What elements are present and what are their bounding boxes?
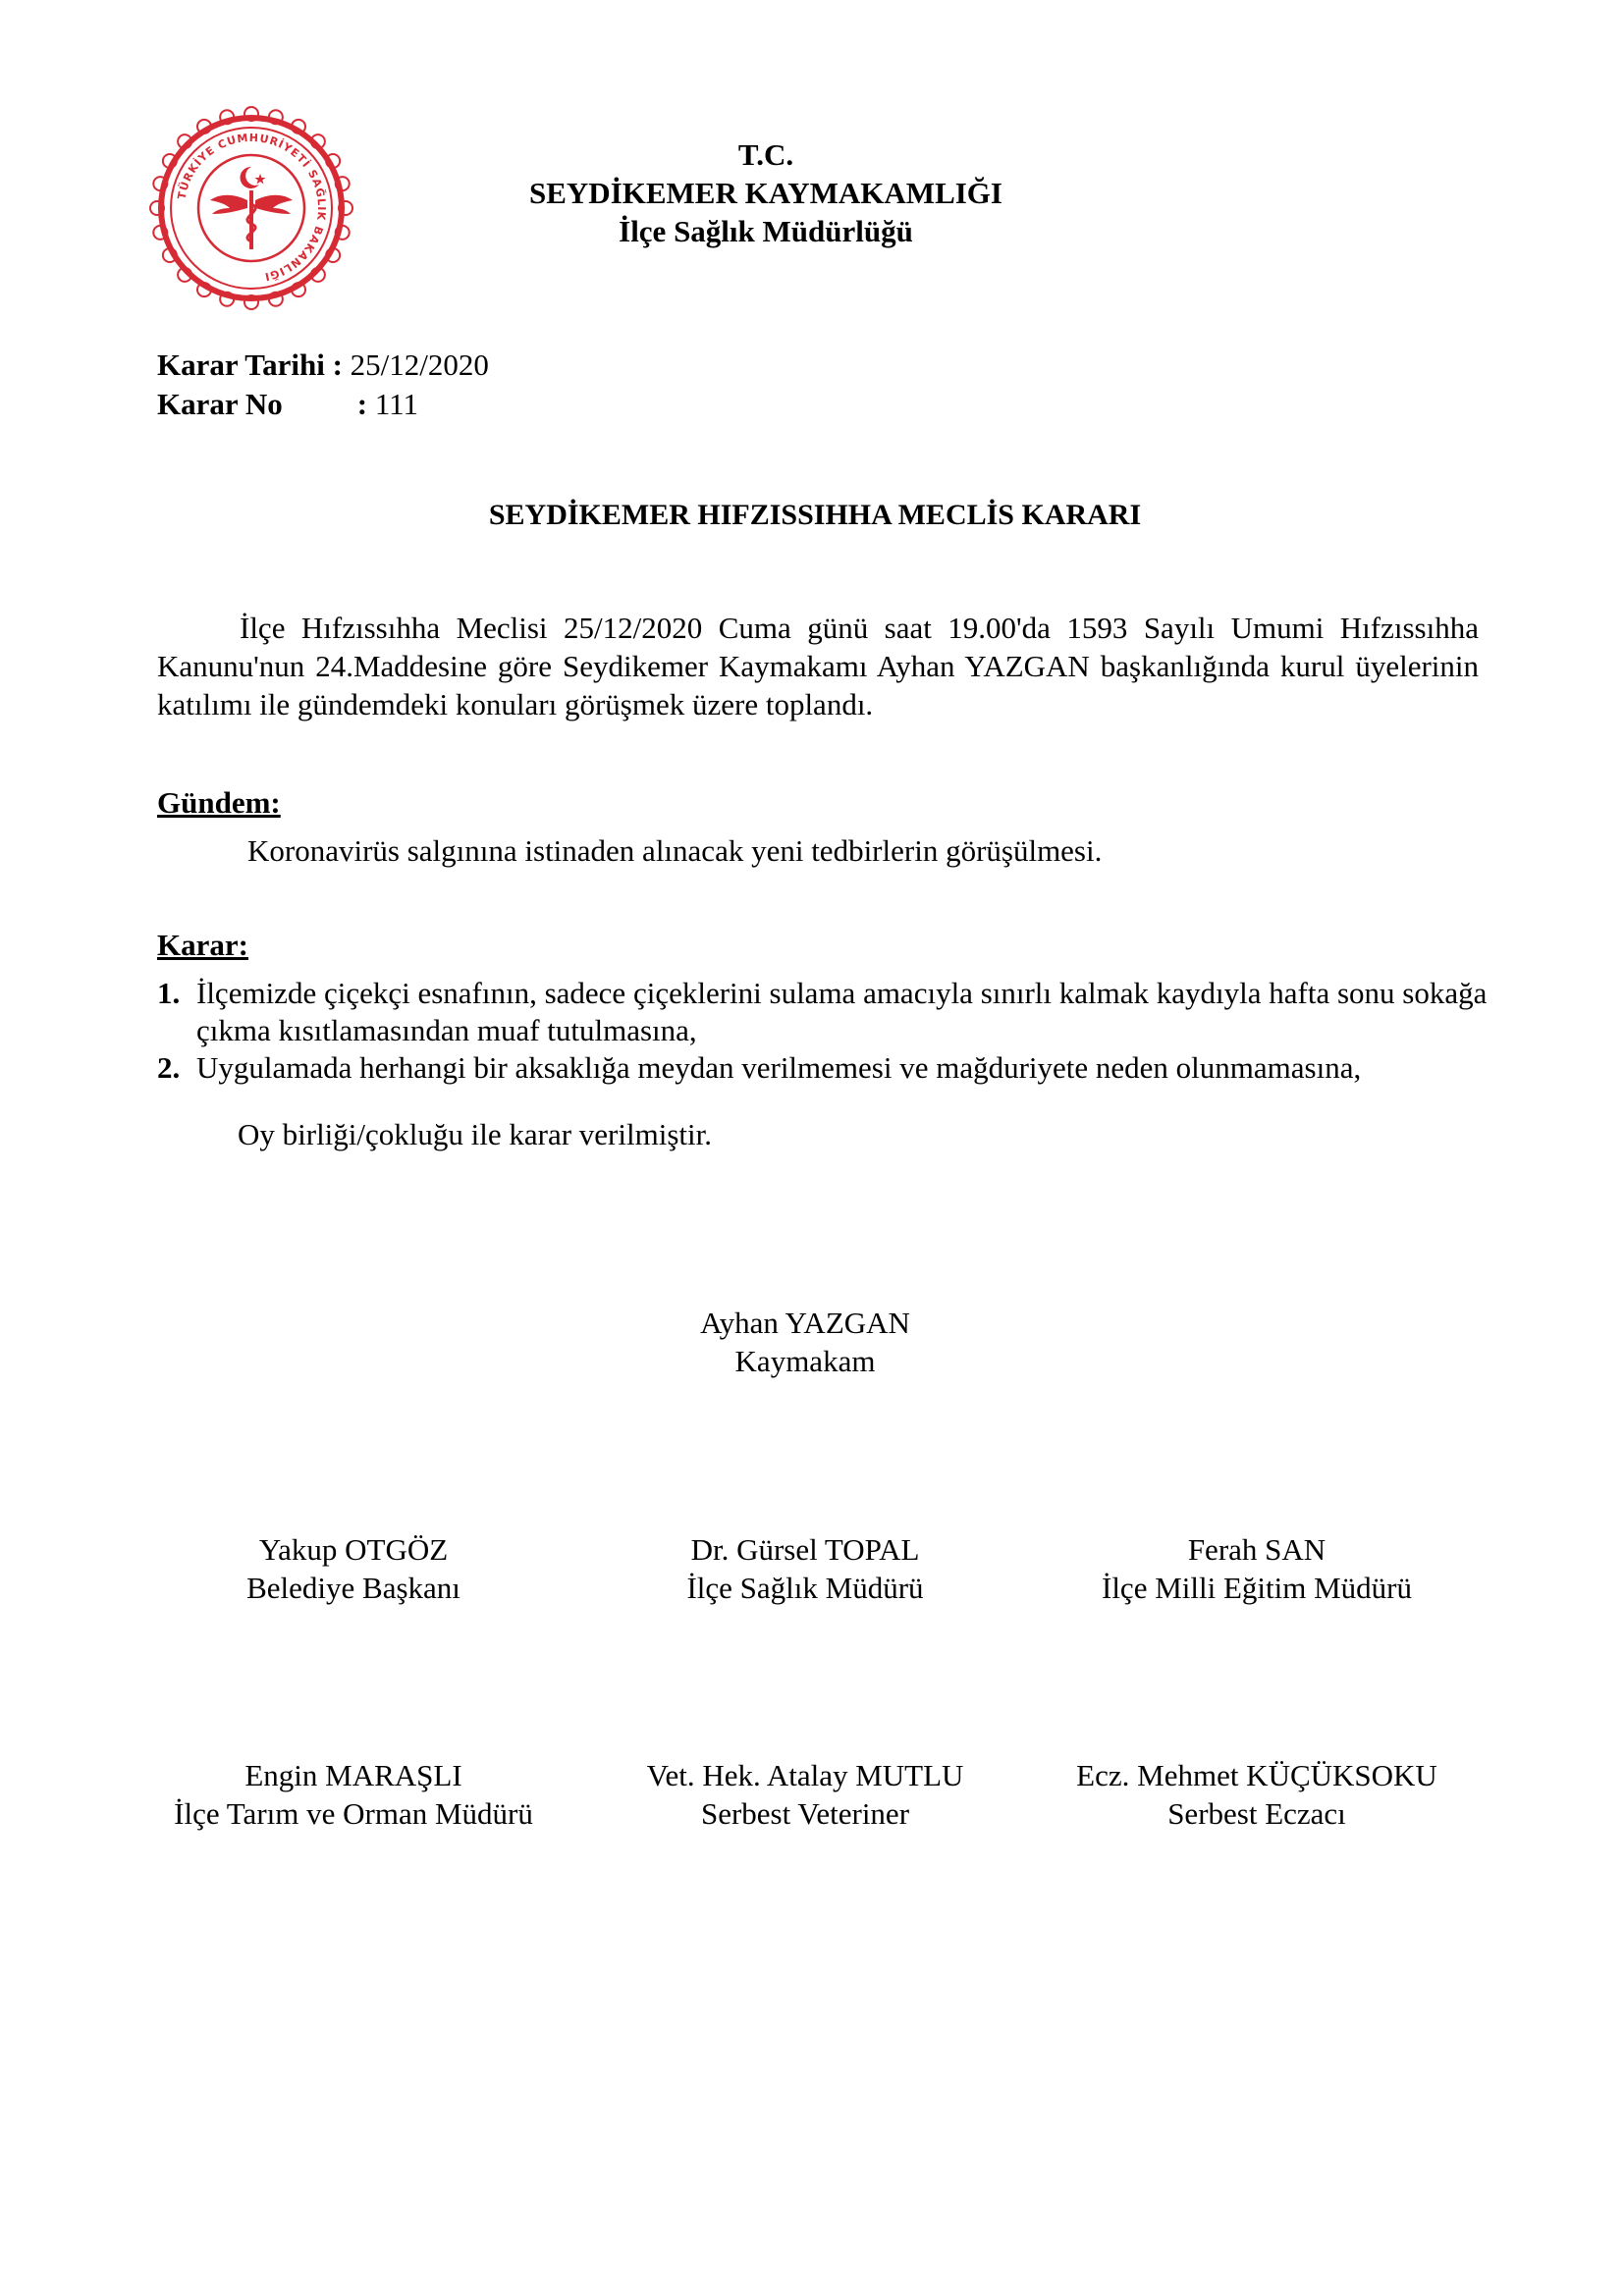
signatory-title: Serbest Eczacı [1167, 1796, 1346, 1831]
signatory-name: Ferah SAN [1187, 1532, 1326, 1567]
decision-item-number: 2. [157, 1050, 181, 1085]
closing-statement: Oy birliği/çokluğu ile karar verilmiştir. [238, 1117, 712, 1151]
signatory-title: Belediye Başkanı [246, 1571, 460, 1605]
decision-no-row [157, 385, 489, 424]
decision-list [157, 975, 1492, 1087]
signatory-name: Ayhan YAZGAN [700, 1306, 910, 1340]
signatory-name: Yakup OTGÖZ [258, 1532, 449, 1567]
signatory-title: Serbest Veteriner [700, 1796, 910, 1831]
signature-member [1046, 1756, 1468, 1833]
decision-item [157, 975, 1492, 1049]
decision-item-text: İlçemizde çiçekçi esnafının, sadece çiçeklerini sulama amacıyla sınırlı kalmak kaydıyla hafta sonu sokağa çıkma kısıtlamasından muaf tutulmasına, [196, 976, 1488, 1047]
decision-item [157, 1049, 1492, 1087]
decision-date-label: Karar Tarihi [157, 347, 325, 382]
decision-no-value: 111 [374, 387, 419, 421]
header-department: İlçe Sağlık Müdürlüğü [619, 214, 913, 248]
ministry-seal-logo [149, 106, 353, 310]
signatory-name: Dr. Gürsel TOPAL [690, 1532, 920, 1567]
agenda-heading: Gündem: [157, 785, 281, 820]
signature-member [157, 1756, 550, 1833]
decision-date-row [157, 346, 489, 385]
decision-item-number: 1. [157, 976, 181, 1010]
intro-paragraph: İlçe Hıfzıssıhha Meclisi 25/12/2020 Cuma günü saat 19.00'da 1593 Sayılı Umumi Hıfzıssıhha Kanunu'nun 24.Maddesine göre Seydikemer Kaymakamı Ayhan YAZGAN başkanlığında kurul üyelerinin katılımı ile gündemdeki konuları görüşmek üzere toplandı. [157, 611, 1479, 721]
header-tc: T.C. [737, 137, 794, 172]
document-title: SEYDİKEMER HIFZISSIHHA MECLİS KARARI [488, 499, 1142, 531]
decision-item-text: Uygulamada herhangi bir aksaklığa meydan verilmemesi ve mağduriyete neden olunmamasına, [196, 1050, 1362, 1085]
signature-member [157, 1530, 550, 1607]
seal-icon [149, 106, 353, 310]
colon: : [356, 387, 368, 421]
agenda-text: Koronavirüs salgınına istinaden alınacak yeni tedbirlerin görüşülmesi. [247, 833, 1103, 868]
signatory-name: Vet. Hek. Atalay MUTLU [646, 1758, 964, 1792]
signature-member [1046, 1530, 1468, 1607]
signature-member [609, 1756, 1001, 1833]
signatory-title: Kaymakam [734, 1344, 876, 1378]
decision-no-label: Karar No [157, 387, 283, 421]
decision-date-value: 25/12/2020 [350, 347, 489, 382]
signatory-name: Ecz. Mehmet KÜÇÜKSOKU [1076, 1758, 1437, 1792]
decision-heading: Karar: [157, 928, 248, 962]
signatory-title: İlçe Sağlık Müdürü [686, 1571, 924, 1605]
header-office: SEYDİKEMER KAYMAKAMLIĞI [529, 176, 1002, 210]
signatory-name: Engin MARAŞLI [244, 1758, 462, 1792]
document-header [393, 135, 1139, 250]
seal-ring-text: TÜRKİYE CUMHURİYETİ SAĞLIK BAKANLIĞI [175, 131, 329, 284]
signature-member [609, 1530, 1001, 1607]
colon: : [332, 347, 343, 382]
signature-chair [609, 1304, 1001, 1380]
signatory-title: İlçe Tarım ve Orman Müdürü [174, 1796, 533, 1831]
signatory-title: İlçe Milli Eğitim Müdürü [1102, 1571, 1412, 1605]
decision-meta [157, 346, 489, 424]
